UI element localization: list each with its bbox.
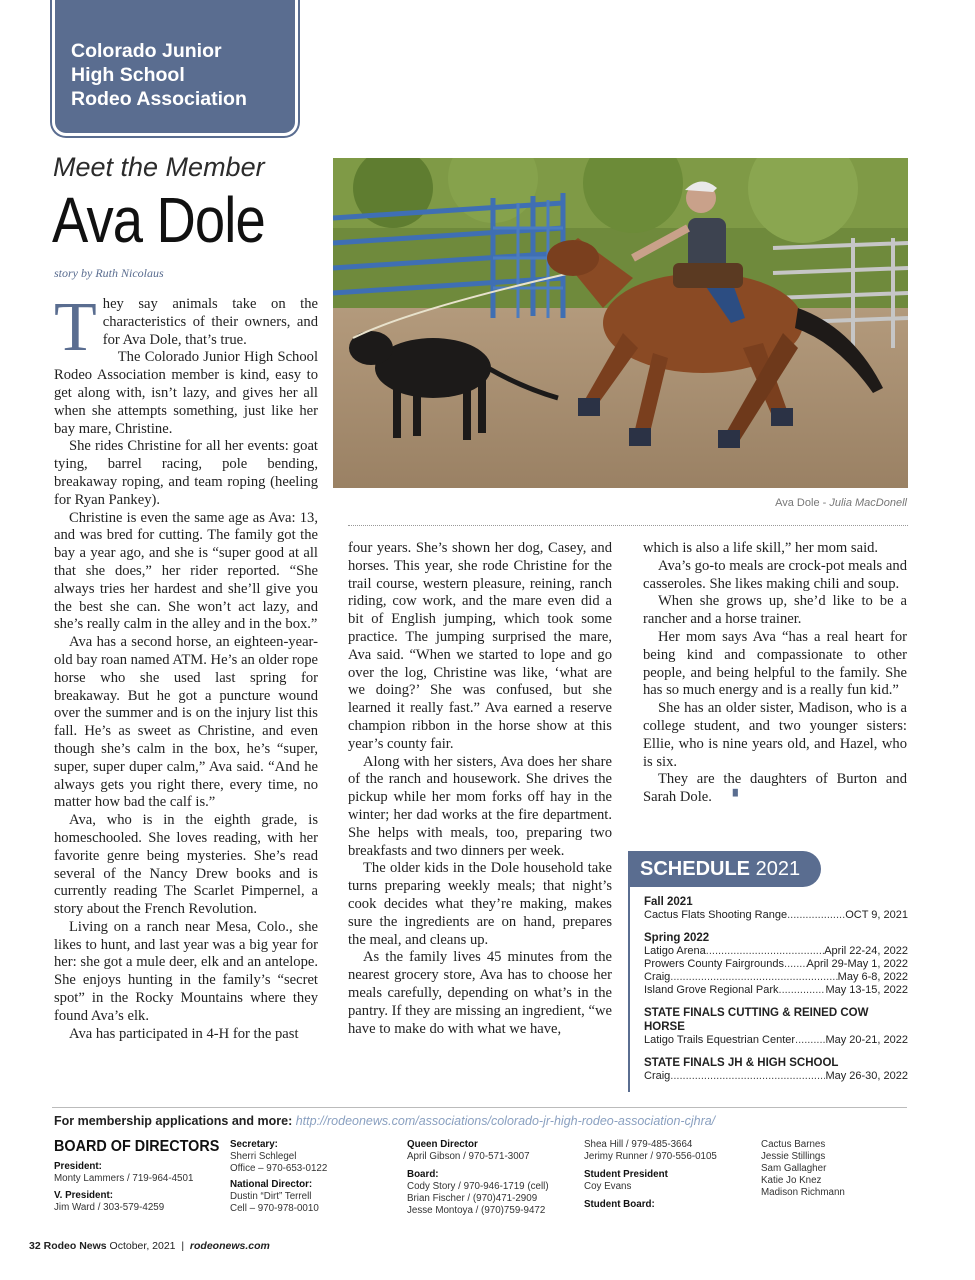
banner-line: High School	[71, 64, 185, 86]
article-paragraph: Christine is even the same age as Ava: 13, and was bred for cutting. The family got the bay a year ago, and she is “super good at all that she does,” her rider reported. “She always tries her hardest and she’ll give you the best she can. She won’t act lazy, and she’s really calm in the alley and in the box.”	[54, 509, 318, 633]
schedule-date: May 20-21, 2022	[825, 1034, 908, 1046]
leader-dots	[670, 971, 837, 984]
schedule-group-heading: STATE FINALS JH & HIGH SCHOOL	[644, 1057, 839, 1069]
banner-line: Rodeo Association	[71, 88, 247, 110]
schedule-group-heading: Fall 2021	[644, 896, 693, 908]
publication-name: Rodeo News	[43, 1240, 107, 1252]
article-paragraph: Ava has a second horse, an eighteen-year-old bay roan named ATM. He’s an older rope horse who she used last spring for breakaway. But he got a puncture wound over the summer and is on the injury list this fall. He’s as sweet as Christine, and even though she’s calm in the box, he’s “super, super, super duper calm,” Ava said. “And he always gets you right there, every time, no matter how bad the calf is.”	[54, 634, 318, 811]
article-paragraph: The Colorado Junior High School Rodeo Association member is kind, easy to get along with, isn’t lazy, and gives her all when she attempts something, just like her bay mare, Christine.	[54, 349, 318, 437]
drop-cap: T	[54, 289, 97, 366]
board-entry: Jesse Montoya / (970)759-9472	[407, 1205, 546, 1216]
schedule-row	[644, 945, 908, 958]
schedule-event: Latigo Arena	[644, 945, 706, 957]
schedule-year: 2021	[755, 858, 801, 880]
article-headline: Ava Dole	[52, 184, 265, 256]
article-paragraph: Ava has participated in 4-H for the past	[69, 1025, 299, 1042]
article-column-1	[54, 289, 318, 1043]
leader-dots	[784, 958, 806, 971]
article-paragraph: Ava’s go-to meals are crock-pot meals and casseroles. She likes making chili and soup.	[643, 557, 907, 592]
banner-line: Colorado Junior	[71, 40, 222, 62]
page-footer	[29, 1240, 270, 1252]
schedule-date: April 29-May 1, 2022	[806, 958, 908, 970]
board-entry: Brian Fischer / (970)471-2909	[407, 1193, 538, 1204]
board-column-directors	[407, 1139, 549, 1217]
schedule-row	[644, 971, 908, 984]
schedule-group	[644, 895, 908, 922]
column-divider	[348, 525, 908, 526]
membership-link[interactable]: http://rodeonews.com/associations/colorado-jr-high-rodeo-association-cjhra/	[295, 1114, 716, 1128]
article-paragraph	[643, 771, 907, 807]
board-label: President:	[54, 1161, 102, 1172]
board-column-more	[584, 1139, 717, 1211]
schedule-event: Latigo Trails Equestrian Center	[644, 1034, 796, 1046]
board-entry: Shea Hill / 979-485-3664	[584, 1139, 693, 1150]
article-paragraph: As the family lives 45 minutes from the nearest grocery store, Ava has to choose her meals carefully, depending on what’s in the pantry. If they are missing an ingredient, “we have to make do with what we have,	[348, 949, 612, 1037]
article-paragraph: Along with her sisters, Ava does her share of the ranch and housework. She drives the pickup while her mom forks off hay in the winter; her dad works at the fire department. She helps with meals, too, preparing two breakfasts and two dinners per week.	[348, 753, 612, 859]
paragraph-text: They are the daughters of Burton and Sarah Dole.	[643, 771, 907, 806]
leader-dots	[787, 909, 845, 922]
schedule-group	[644, 1006, 908, 1047]
schedule-row	[644, 1034, 908, 1047]
schedule-event: Island Grove Regional Park	[644, 984, 779, 996]
membership-label: For membership applications and more:	[54, 1114, 293, 1128]
article-paragraph: She has an older sister, Madison, who is a college student, and two younger sisters: Ellie, who is nine years old, and Hazel, who is six.	[643, 700, 907, 770]
board-entry: Dustin “Dirt” Terrell	[230, 1191, 312, 1202]
schedule-list	[628, 887, 908, 1092]
schedule-header	[628, 851, 821, 887]
board-label: Queen Director	[407, 1139, 478, 1150]
article-paragraph: Ava, who is in the eighth grade, is homeschooled. She loves reading, with her favorite genre being mysteries. She’s read several of the Nancy Drew books and is currently reading The Scarlet Pimpernel, a story about the French Revolution.	[54, 812, 318, 918]
board-entry: Coy Evans	[584, 1181, 632, 1192]
article-paragraph: four years. She’s shown her dog, Casey, and horses. This year, she rode Christine for the trail course, western pleasure, reining, ranch riding, cow work, and the mare even did a bit of English jumping, which took some practice. The jumping surprised the mare, Ava said. “When we started to lope and go over the log, Christine was like, ‘what are we doing?’ She was confused, but she learned it really fast.” Ava earned a reserve champion ribbon in the horse show at this year’s county fair.	[348, 540, 612, 752]
article-column-2	[348, 540, 612, 1038]
site-link[interactable]: rodeonews.com	[189, 1240, 270, 1252]
article-paragraph: She rides Christine for all her events: goat tying, barrel racing, pole bending, breakaway roping, and team roping (heeling for Ryan Pankey).	[54, 438, 318, 508]
article-paragraph: Her mom says Ava “has a real heart for being kind and compassionate to other people, and being helpful to the family. She has so much energy and is a really fun kid.”	[643, 628, 907, 699]
board-entry: Cell – 970-978-0010	[230, 1203, 319, 1214]
schedule-event: Craig	[644, 1070, 671, 1082]
page-number: 32	[29, 1240, 41, 1252]
schedule-date: April 22-24, 2022	[824, 945, 908, 957]
board-entry: Madison Richmann	[761, 1187, 845, 1198]
section-kicker: Meet the Member	[53, 152, 265, 182]
byline: story by Ruth Nicolaus	[54, 266, 164, 280]
board-label: Student President	[584, 1169, 668, 1180]
board-entry: April Gibson / 970-571-3007	[407, 1151, 530, 1162]
schedule-row	[644, 1070, 908, 1083]
article-paragraph: When she grows up, she’d like to be a rancher and a horse trainer.	[643, 593, 907, 628]
board-entry: Jessie Stillings	[761, 1151, 826, 1162]
board-label: Board:	[407, 1169, 439, 1180]
board-column-officers	[54, 1161, 193, 1214]
schedule-group-heading: Spring 2022	[644, 932, 710, 944]
schedule-row	[644, 984, 908, 997]
section-rule	[52, 1107, 907, 1108]
caption-subject: Ava Dole -	[775, 497, 827, 509]
leader-dots	[706, 945, 824, 958]
photo-caption	[775, 497, 907, 509]
board-column-students	[761, 1139, 845, 1199]
leader-dots	[670, 1070, 825, 1083]
leader-dots	[779, 984, 826, 997]
article-paragraph: Living on a ranch near Mesa, Colo., she likes to hunt, and last year was a big year for her: she got a mule deer, elk and an antelope. She enjoys hunting in the family’s “secret spot” in the Rocky Mountains where they found Ava’s elk.	[54, 918, 318, 1024]
board-entry: Cody Story / 970-946-1719 (cell)	[407, 1181, 549, 1192]
end-mark-icon: ▘	[732, 790, 743, 806]
article-paragraph: which is also a life skill,” her mom said.	[643, 540, 879, 556]
caption-credit: Julia MacDonell	[829, 497, 907, 509]
leader-dots	[795, 1034, 825, 1047]
association-banner	[52, 0, 298, 136]
schedule-title: SCHEDULE	[640, 858, 751, 880]
issue-date: October, 2021	[109, 1240, 176, 1252]
board-entry: Sam Gallagher	[761, 1163, 827, 1174]
board-entry: Sherri Schlegel	[230, 1151, 297, 1162]
schedule-group	[644, 931, 908, 997]
schedule-date: May 6-8, 2022	[837, 971, 908, 983]
schedule-event: Prowers County Fairgrounds	[644, 958, 785, 970]
schedule-group-heading: STATE FINALS CUTTING & REINED COW HORSE	[644, 1007, 869, 1033]
schedule-date: May 13-15, 2022	[825, 984, 908, 996]
board-label: National Director:	[230, 1179, 313, 1190]
schedule-event: Cactus Flats Shooting Range	[644, 909, 788, 921]
board-label: Student Board:	[584, 1199, 655, 1210]
schedule-event: Craig	[644, 971, 671, 983]
schedule-row	[644, 909, 908, 922]
board-title: BOARD OF DIRECTORS	[54, 1138, 220, 1155]
board-entry: Katie Jo Knez	[761, 1175, 822, 1186]
board-entry: Jim Ward / 303-579-4259	[54, 1202, 165, 1213]
board-column-secretary	[230, 1139, 327, 1215]
rodeo-photo	[333, 158, 908, 488]
board-entry: Office – 970-653-0122	[230, 1163, 328, 1174]
schedule-date: OCT 9, 2021	[845, 909, 908, 921]
footer-separator: |	[178, 1240, 187, 1252]
board-entry: Cactus Barnes	[761, 1139, 826, 1150]
schedule-date: May 26-30, 2022	[825, 1070, 908, 1082]
board-entry: Monty Lammers / 719-964-4501	[54, 1173, 194, 1184]
paragraph-text: hey say animals take on the characteristics of their owners, and for Ava Dole, that’s true.	[102, 296, 318, 348]
schedule-group	[644, 1056, 908, 1083]
board-entry: Jerimy Runner / 970-556-0105	[584, 1151, 717, 1162]
article-paragraph: The older kids in the Dole household take turns preparing weekly meals; that night’s cook decides what they’re making, makes sure the ingredients are on hand, prepares the meal, and cleans up.	[348, 860, 612, 948]
board-label: V. President:	[54, 1190, 113, 1201]
schedule-row	[644, 958, 908, 971]
association-name	[71, 39, 281, 111]
membership-line	[54, 1114, 715, 1128]
article-paragraph	[54, 289, 318, 366]
article-column-3	[643, 540, 907, 807]
board-label: Secretary:	[230, 1139, 278, 1150]
